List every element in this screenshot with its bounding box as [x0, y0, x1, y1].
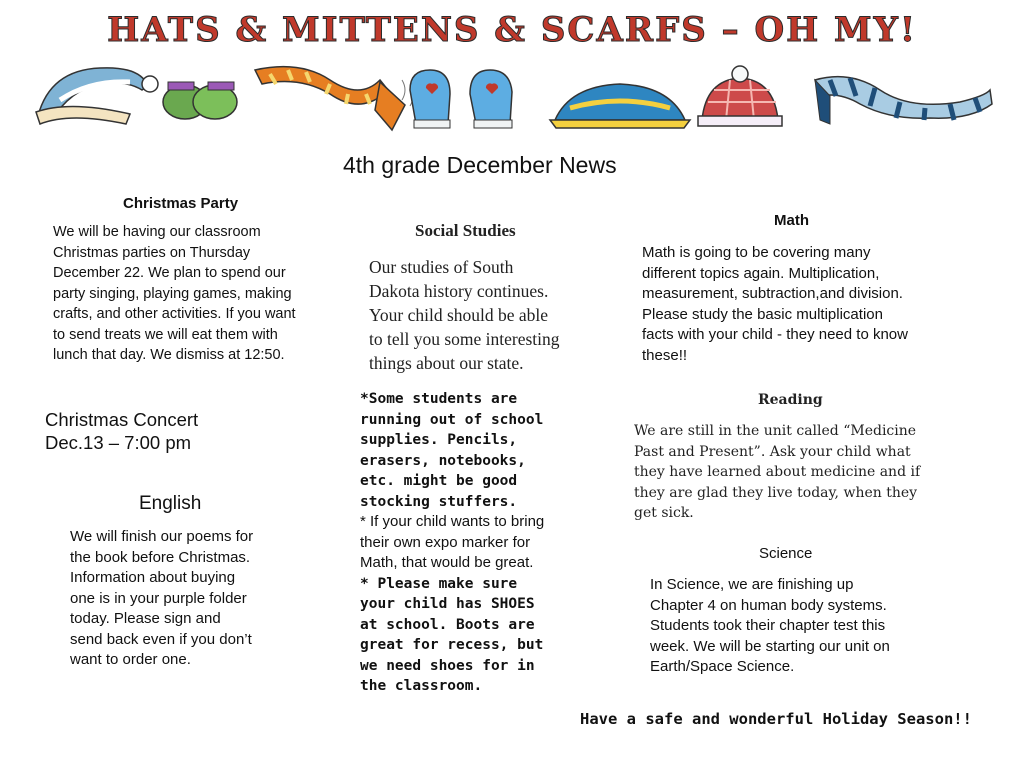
- text-line: we need shoes for in: [360, 657, 535, 674]
- text-line: In Science, we are finishing up: [650, 576, 854, 593]
- christmas-party-heading: Christmas Party: [123, 195, 239, 212]
- science-heading: Science: [759, 545, 813, 562]
- text-line: party singing, playing games, making: [53, 285, 292, 302]
- text-line: one is in your purple folder: [70, 589, 247, 607]
- math-text: [642, 243, 972, 366]
- text-line: Chapter 4 on human body systems.: [650, 596, 887, 614]
- text-line: they have learned about medicine and if: [634, 464, 921, 480]
- christmas-party-text: [53, 222, 343, 366]
- text-line: lunch that day. We dismiss at 12:50.: [53, 347, 285, 363]
- concert-title: Christmas Concert: [45, 409, 199, 430]
- text-line: different topics again. Multiplication,: [642, 264, 880, 282]
- text-line: Christmas parties on Thursday: [53, 244, 251, 261]
- text-line: We will be having our classroom: [53, 224, 261, 240]
- text-line: etc. might be good: [360, 473, 518, 489]
- text-line: their own expo marker for: [360, 533, 531, 551]
- math-heading: Math: [774, 212, 809, 229]
- heart-mittens-icon: [410, 70, 512, 128]
- text-line: send back even if you don’t: [70, 630, 252, 648]
- text-line: these!!: [642, 346, 688, 364]
- striped-hat-icon: [36, 68, 158, 124]
- text-line: Your child should be able: [369, 305, 549, 325]
- text-line: measurement, subtraction,and division.: [642, 285, 903, 302]
- text-line: Students took their chapter test this: [650, 617, 886, 634]
- text-line: Earth/Space Science.: [650, 658, 795, 675]
- striped-scarf-icon: [815, 77, 992, 124]
- text-line: things about our state.: [369, 353, 524, 373]
- text-line: stocking stuffers.: [360, 493, 518, 510]
- supplies-note: [360, 389, 610, 512]
- english-heading: English: [139, 493, 202, 514]
- text-line: We are still in the unit called “Medicine: [634, 423, 917, 439]
- text-line: Math, that would be great.: [360, 554, 534, 571]
- text-line: your child has SHOES: [360, 596, 535, 612]
- text-line: Past and Present”. Ask your child what: [634, 443, 911, 460]
- red-plaid-hat-icon: [698, 66, 782, 126]
- reading-text: [634, 421, 974, 524]
- text-line: Math is going to be covering many: [642, 244, 871, 261]
- text-line: week. We will be starting our unit on: [650, 637, 890, 655]
- text-line: at school. Boots are: [360, 616, 535, 633]
- english-text: [70, 527, 300, 671]
- text-line: erasers, notebooks,: [360, 452, 526, 469]
- text-line: facts with your child - they need to know: [642, 326, 908, 343]
- reading-heading: Reading: [758, 392, 823, 408]
- banner-title: HATS & MITTENS & SCARFS – OH MY!: [107, 10, 917, 50]
- holiday-closing-message: Have a safe and wonderful Holiday Season!!: [580, 710, 972, 728]
- text-line: Our studies of South: [369, 257, 514, 277]
- concert-date: Dec.13 – 7:00 pm: [45, 432, 192, 453]
- text-line: get sick.: [634, 505, 694, 521]
- text-line: *Some students are: [360, 391, 518, 407]
- banner: [30, 4, 994, 140]
- christmas-concert: [45, 408, 198, 454]
- text-line: Information about buying: [70, 569, 236, 586]
- green-mittens-icon: [163, 82, 237, 119]
- text-line: Dakota history continues.: [369, 281, 549, 301]
- social-studies-heading: Social Studies: [415, 221, 516, 240]
- winter-clothing-illustration: [30, 50, 994, 140]
- text-line: want to order one.: [70, 651, 191, 668]
- expo-marker-note: [360, 512, 610, 574]
- page-title: 4th grade December News: [343, 152, 617, 178]
- text-line: they are glad they live today, when they: [634, 484, 918, 501]
- text-line: Please study the basic multiplication: [642, 305, 883, 323]
- shoes-note: [360, 574, 610, 697]
- yellow-cap-icon: [550, 84, 690, 128]
- text-line: * Please make sure: [360, 575, 518, 592]
- text-line: great for recess, but: [360, 637, 544, 653]
- text-line: * If your child wants to bring: [360, 513, 545, 530]
- text-line: crafts, and other activities. If you want: [53, 306, 296, 322]
- social-studies-text: [369, 255, 599, 375]
- text-line: December 22. We plan to spend our: [53, 265, 286, 281]
- science-text: [650, 575, 970, 678]
- text-line: the book before Christmas.: [70, 548, 251, 566]
- text-line: to tell you some interesting: [369, 329, 560, 349]
- text-line: today. Please sign and: [70, 610, 221, 627]
- text-line: the classroom.: [360, 678, 483, 694]
- text-line: supplies. Pencils,: [360, 432, 518, 448]
- orange-scarf-icon: [255, 67, 413, 130]
- text-line: to send treats we will eat them with: [53, 326, 278, 343]
- text-line: running out of school: [360, 411, 544, 428]
- text-line: We will finish our poems for: [70, 528, 254, 545]
- classroom-notes: [360, 389, 610, 697]
